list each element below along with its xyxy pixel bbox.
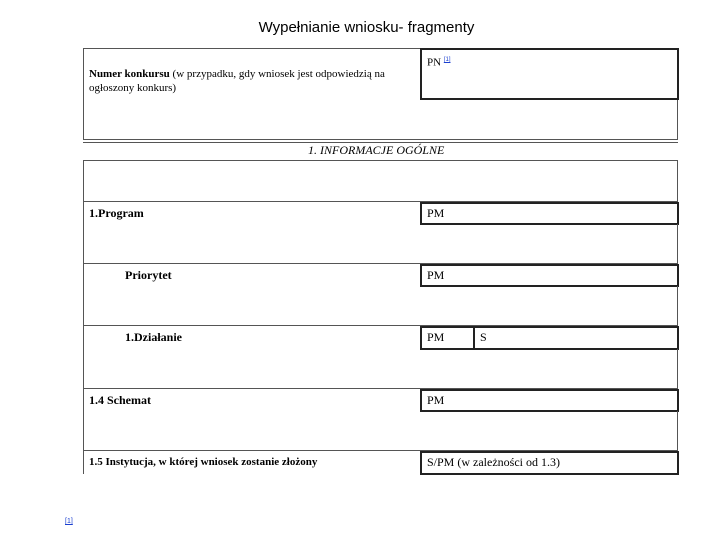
row-label-program: 1.Program: [89, 206, 144, 220]
section-heading: 1. INFORMACJE OGÓLNE: [308, 143, 445, 157]
row-value-priorytet[interactable]: PM: [427, 268, 445, 282]
row-label-instytucja: 1.5 Instytucja, w której wniosek zostanie złożony: [89, 456, 318, 468]
row-value-instytucja[interactable]: S/PM (w zależności od 1.3): [427, 455, 560, 469]
row-value-dzialanie[interactable]: PM: [427, 330, 445, 344]
page-title: Wypełnianie wniosku- fragmenty: [258, 19, 475, 36]
row-value-program[interactable]: PM: [427, 206, 445, 220]
pn-label: PN: [427, 56, 442, 69]
row-extra-dzialanie[interactable]: S: [480, 330, 487, 344]
row-value-schemat[interactable]: PM: [427, 393, 445, 407]
footnote-link[interactable]: [1]: [65, 518, 73, 525]
row-label-schemat: 1.4 Schemat: [89, 393, 151, 407]
pn-footnote-link[interactable]: [1]: [443, 57, 451, 63]
row-label-priorytet: Priorytet: [125, 268, 172, 282]
contest-number-label: Numer konkursu (w przypadku, gdy wniosek jest odpowiedzią na: [89, 68, 385, 80]
contest-number-label-line2: ogłoszony konkurs): [89, 82, 177, 94]
pn-cell: [427, 54, 450, 70]
row-label-dzialanie: 1.Działanie: [125, 330, 182, 344]
